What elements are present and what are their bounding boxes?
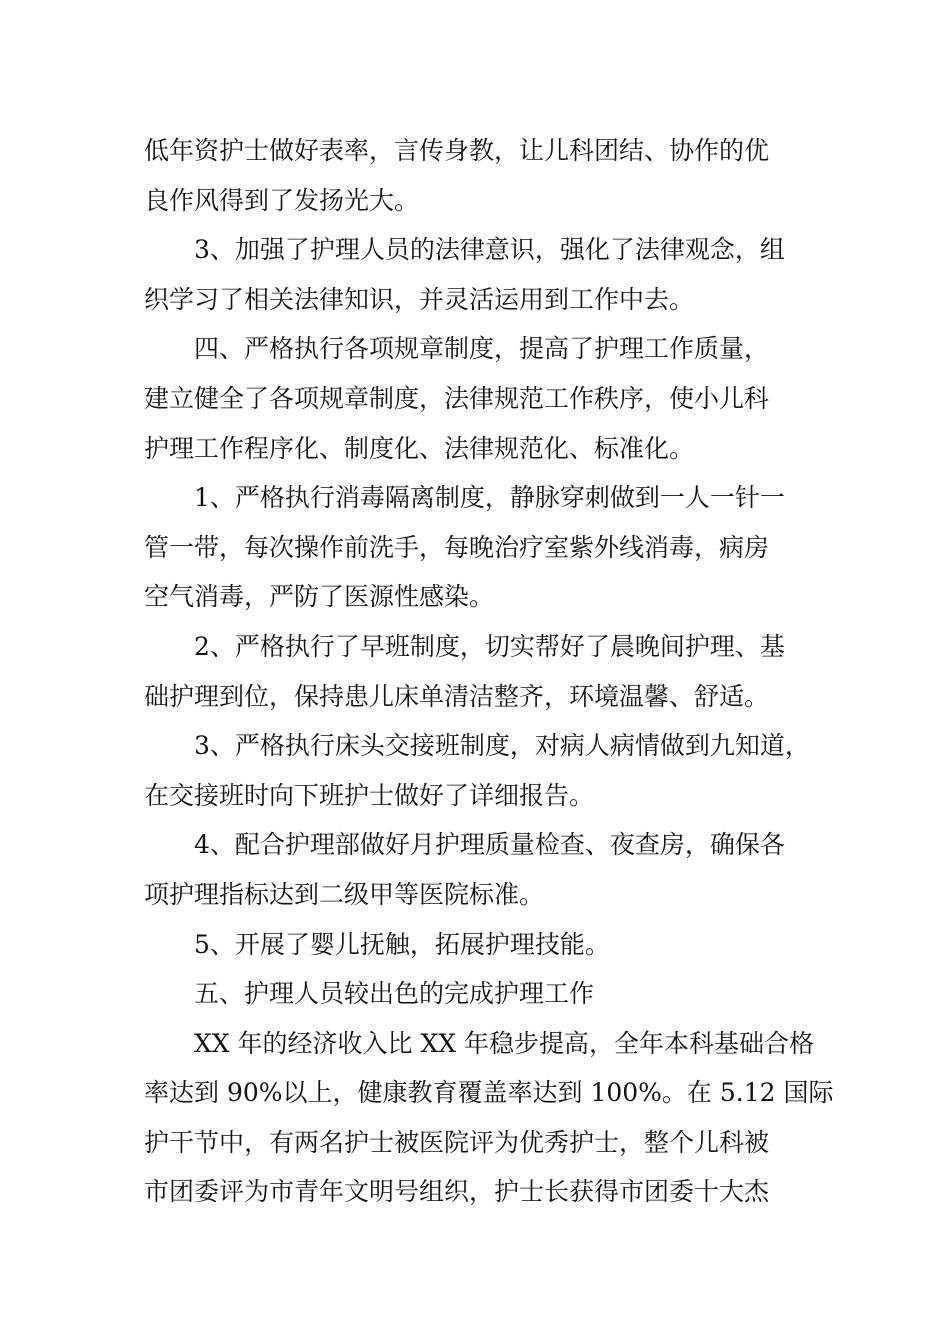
text-line: 良作风得到了发扬光大。 <box>144 185 420 215</box>
text-line: 4、配合护理部做好月护理质量检查、夜查房，确保各 <box>194 830 785 860</box>
text-line: 护干节中，有两名护士被医院评为优秀护士，整个儿科被 <box>144 1127 770 1157</box>
text-line: 建立健全了各项规章制度，法律规范工作秩序，使小儿科 <box>144 383 770 413</box>
text-line: 在交接班时向下班护士做好了详细报告。 <box>144 780 595 810</box>
text-line: 护理工作程序化、制度化、法律规范化、标准化。 <box>144 433 695 463</box>
text-line: 率达到 90%以上，健康教育覆盖率达到 100%。在 5.12 国际 <box>144 1078 834 1108</box>
text-line: 3、严格执行床头交接班制度，对病人病情做到九知道， <box>194 731 810 761</box>
text-line: 四、严格执行各项规章制度，提高了护理工作质量， <box>194 334 770 364</box>
text-line: 1、严格执行消毒隔离制度，静脉穿刺做到一人一针一 <box>194 483 785 513</box>
text-line: XX 年的经济收入比 XX 年稳步提高，全年本科基础合格 <box>194 1028 815 1058</box>
text-line: 项护理指标达到二级甲等医院标准。 <box>144 879 545 909</box>
text-line: 织学习了相关法律知识，并灵活运用到工作中去。 <box>144 284 695 314</box>
text-line: 管一带，每次操作前洗手，每晚治疗室紫外线消毒，病房 <box>144 532 770 562</box>
text-line: 5、开展了婴儿抚触，拓展护理技能。 <box>194 929 610 959</box>
document-body <box>144 126 834 1217</box>
text-line: 2、严格执行了早班制度，切实帮好了晨晚间护理、基 <box>194 631 785 661</box>
text-line: 市团委评为市青年文明号组织，护士长获得市团委十大杰 <box>144 1177 770 1207</box>
text-line: 空气消毒，严防了医源性感染。 <box>144 582 495 612</box>
text-line: 五、护理人员较出色的完成护理工作 <box>194 979 595 1009</box>
text-line: 3、加强了护理人员的法律意识，强化了法律观念，组 <box>194 235 785 265</box>
text-line: 低年资护士做好表率，言传身教，让儿科团结、协作的优 <box>144 136 770 165</box>
text-line: 础护理到位，保持患儿床单清洁整齐，环境温馨、舒适。 <box>144 681 770 711</box>
